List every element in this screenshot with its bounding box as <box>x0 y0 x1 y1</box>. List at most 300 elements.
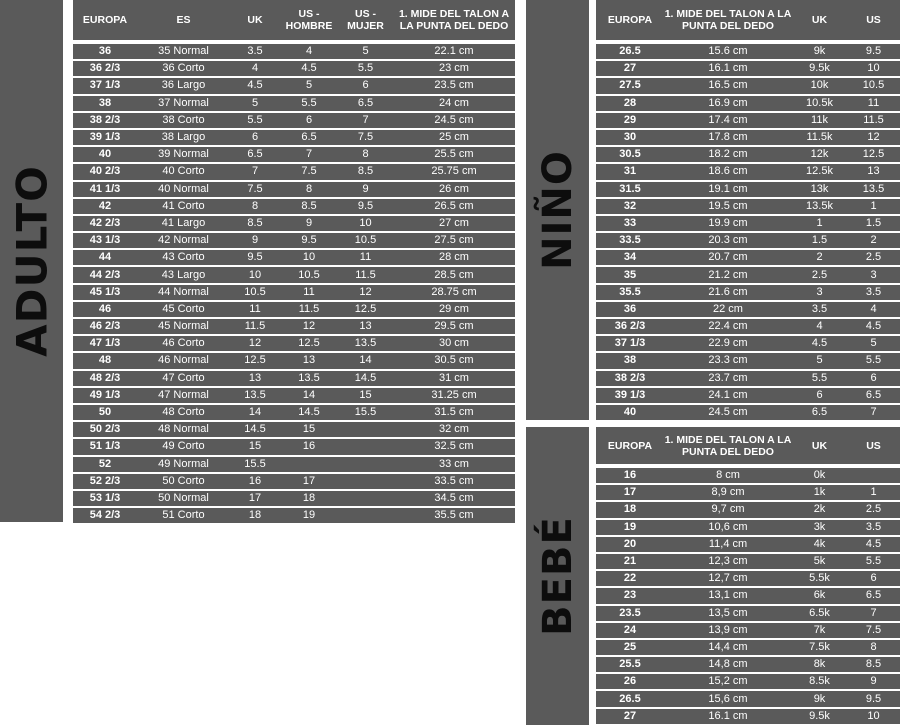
adult-cell-europa: 36 2/3 <box>89 62 121 75</box>
adult-cell-measure: 29.5 cm <box>434 320 474 333</box>
kids-cell-europa: 36 2/3 <box>614 320 646 333</box>
adult-cell-us-mujer: 5 <box>362 45 369 58</box>
kids-table-row <box>596 250 900 265</box>
adult-cell-uk: 5 <box>251 96 259 109</box>
baby-cell-uk: 0k <box>813 469 826 482</box>
adult-cell-us-hombre: 6.5 <box>301 131 317 144</box>
adult-cell-es: 41 Largo <box>161 216 206 229</box>
kids-cell-us: 9.5 <box>865 45 882 58</box>
adult-cell-measure: 35.5 cm <box>434 509 474 522</box>
baby-cell-us: 7.5 <box>865 623 882 636</box>
kids-cell-us: 10.5 <box>862 79 885 92</box>
kids-cell-uk: 2 <box>816 251 823 264</box>
kids-cell-uk: 5 <box>816 354 823 367</box>
kids-cell-measure: 16.1 cm <box>708 62 748 75</box>
adult-cell-us-hombre: 14.5 <box>298 406 320 419</box>
adult-cell-measure: 32 cm <box>439 423 469 436</box>
kids-cell-europa: 31.5 <box>619 182 641 195</box>
adult-cell-us-hombre: 18 <box>302 491 316 504</box>
kids-cell-us: 2.5 <box>865 251 882 264</box>
adult-cell-us-hombre: 5.5 <box>301 96 317 109</box>
kids-cell-measure: 16.5 cm <box>708 79 748 92</box>
kids-cell-uk: 3 <box>816 285 823 298</box>
adult-cell-es: 38 Largo <box>161 131 206 144</box>
adult-cell-uk: 6 <box>251 131 259 144</box>
baby-table-row <box>596 640 900 655</box>
adult-table-row <box>73 233 515 248</box>
adult-cell-measure: 24.5 cm <box>434 113 474 126</box>
adult-cell-us-mujer: 14.5 <box>354 371 377 384</box>
baby-cell-us: 8.5 <box>865 658 882 671</box>
baby-cell-uk: 9k <box>813 692 826 705</box>
kids-cell-europa: 30.5 <box>619 148 641 161</box>
baby-header-us: US <box>866 439 881 452</box>
baby-header-europa: EUROPA <box>607 439 653 452</box>
kids-cell-europa: 31 <box>623 165 637 178</box>
kids-table-row <box>596 164 900 179</box>
baby-cell-europa: 25.5 <box>619 658 641 671</box>
adult-cell-es: 42 Normal <box>158 234 209 247</box>
adult-cell-measure: 30.5 cm <box>434 354 474 367</box>
baby-cell-uk: 6k <box>813 589 826 602</box>
baby-cell-us: 6 <box>870 572 877 585</box>
kids-cell-uk: 10k <box>810 79 829 92</box>
kids-cell-uk: 13.5k <box>806 199 833 212</box>
kids-cell-us: 5.5 <box>865 354 882 367</box>
adult-table-row <box>73 199 515 214</box>
adult-cell-europa: 41 1/3 <box>89 182 121 195</box>
kids-cell-uk: 5.5 <box>811 371 828 384</box>
adult-table-row <box>73 405 515 420</box>
baby-cell-europa: 16 <box>623 469 637 482</box>
adult-cell-measure: 27 cm <box>439 216 469 229</box>
kids-cell-europa: 37 1/3 <box>614 337 646 350</box>
adult-cell-us-mujer: 15 <box>359 388 372 401</box>
kids-cell-europa: 32 <box>623 199 637 212</box>
adult-cell-europa: 51 1/3 <box>89 440 121 453</box>
baby-cell-europa: 21 <box>623 555 637 568</box>
kids-table-row <box>596 147 900 162</box>
kids-cell-measure: 17.8 cm <box>708 131 748 144</box>
adult-cell-es: 41 Corto <box>162 199 205 212</box>
adult-cell-uk: 10.5 <box>244 285 266 298</box>
adult-cell-us-mujer: 12.5 <box>354 302 377 315</box>
adult-cell-us-mujer: 11 <box>359 251 372 264</box>
kids-cell-uk: 10.5k <box>806 96 833 109</box>
adult-cell-us-mujer: 15.5 <box>354 406 377 419</box>
adult-cell-us-hombre: 10.5 <box>298 268 320 281</box>
kids-cell-us: 11 <box>867 96 880 109</box>
kids-cell-measure: 22.9 cm <box>708 337 748 350</box>
adult-cell-uk: 16 <box>248 474 262 487</box>
adult-cell-us-mujer: 10 <box>359 216 372 229</box>
adult-cell-us-hombre: 15 <box>302 423 316 436</box>
kids-section-label: NIÑO <box>534 150 581 270</box>
kids-table-row <box>596 96 900 111</box>
adult-cell-us-mujer: 5.5 <box>357 62 374 75</box>
kids-table-row <box>596 130 900 145</box>
kids-table-row <box>596 353 900 368</box>
adult-cell-uk: 8.5 <box>247 216 263 229</box>
kids-cell-us: 3.5 <box>865 285 882 298</box>
adult-cell-uk: 12.5 <box>244 354 266 367</box>
kids-cell-uk: 1.5 <box>811 234 828 247</box>
kids-cell-us: 6 <box>870 371 877 384</box>
kids-cell-measure: 24.1 cm <box>708 388 748 401</box>
adult-cell-us-hombre: 13 <box>302 354 316 367</box>
kids-cell-uk: 1 <box>816 216 823 229</box>
baby-cell-us: 3.5 <box>865 520 882 533</box>
kids-cell-uk: 6 <box>816 388 823 401</box>
kids-table-row <box>596 267 900 282</box>
baby-table-row <box>596 606 900 621</box>
kids-cell-measure: 21.6 cm <box>708 285 748 298</box>
adult-cell-europa: 44 <box>98 251 112 264</box>
adult-cell-measure: 29 cm <box>439 302 469 315</box>
baby-table-row <box>596 537 900 552</box>
baby-cell-measure: 13,1 cm <box>708 589 748 602</box>
adult-cell-uk: 15 <box>248 440 262 453</box>
adult-cell-es: 45 Corto <box>162 302 205 315</box>
kids-table-row <box>596 216 900 231</box>
baby-table-header <box>596 427 900 464</box>
kids-cell-europa: 33 <box>623 216 637 229</box>
kids-cell-europa: 34 <box>623 251 637 264</box>
kids-cell-europa: 27 <box>623 62 637 75</box>
adult-cell-uk: 13.5 <box>244 388 266 401</box>
adult-header-es: ES <box>176 14 191 26</box>
adult-cell-europa: 43 1/3 <box>89 234 121 247</box>
adult-header-uk: UK <box>247 14 263 26</box>
adult-cell-uk: 7.5 <box>247 182 263 195</box>
adult-cell-measure: 28 cm <box>439 251 469 264</box>
baby-header-uk: UK <box>811 439 828 452</box>
baby-cell-uk: 9.5k <box>809 709 830 722</box>
kids-cell-uk: 11.5k <box>806 131 833 144</box>
kids-table-row <box>596 405 900 420</box>
baby-cell-measure: 11,4 cm <box>708 537 748 550</box>
baby-header-measure: 1. MIDE DEL TALON A LA PUNTA DEL DEDO <box>664 433 792 458</box>
adult-cell-us-hombre: 9.5 <box>301 234 317 247</box>
baby-cell-europa: 17 <box>623 486 637 499</box>
adult-table-row <box>73 130 515 145</box>
adult-table-row <box>73 61 515 76</box>
baby-cell-us: 10 <box>867 709 880 722</box>
kids-cell-uk: 9k <box>813 45 826 58</box>
baby-cell-europa: 24 <box>623 623 637 636</box>
kids-cell-measure: 23.7 cm <box>708 371 748 384</box>
baby-cell-measure: 9,7 cm <box>711 503 745 516</box>
kids-cell-measure: 19.5 cm <box>708 199 748 212</box>
baby-cell-us: 7 <box>870 606 877 619</box>
adult-cell-us-hombre: 7.5 <box>301 165 317 178</box>
baby-table-row <box>596 468 900 483</box>
kids-cell-europa: 36 <box>623 302 637 315</box>
kids-cell-us: 13 <box>867 165 880 178</box>
adult-table-row <box>73 96 515 111</box>
kids-table-row <box>596 199 900 214</box>
kids-cell-us: 6.5 <box>865 388 882 401</box>
baby-cell-measure: 12,3 cm <box>708 555 748 568</box>
adult-cell-europa: 40 2/3 <box>89 165 121 178</box>
adult-table-row <box>73 388 515 403</box>
kids-cell-us: 4 <box>870 302 877 315</box>
baby-cell-measure: 15,2 cm <box>708 675 748 688</box>
adult-cell-es: 37 Normal <box>158 96 209 109</box>
adult-table-row <box>73 336 515 351</box>
adult-table-row <box>73 439 515 454</box>
adult-cell-uk: 18 <box>248 509 262 522</box>
kids-cell-measure: 22.4 cm <box>708 320 748 333</box>
adult-table-row <box>73 44 515 59</box>
kids-cell-uk: 4.5 <box>811 337 828 350</box>
adult-cell-measure: 28.5 cm <box>434 268 474 281</box>
adult-cell-us-hombre: 4.5 <box>301 62 317 75</box>
adult-header-us-hombre: US - HOMBRE <box>285 8 333 32</box>
adult-cell-uk: 6.5 <box>247 148 263 161</box>
kids-cell-europa: 26.5 <box>619 45 641 58</box>
adult-cell-es: 47 Corto <box>162 371 205 384</box>
adult-cell-es: 46 Corto <box>162 337 205 350</box>
adult-cell-europa: 53 1/3 <box>89 491 121 504</box>
adult-cell-measure: 28.75 cm <box>431 285 477 298</box>
baby-cell-europa: 18 <box>623 503 637 516</box>
adult-table-row <box>73 164 515 179</box>
adult-cell-us-hombre: 12 <box>302 320 316 333</box>
adult-cell-us-mujer <box>338 474 393 489</box>
baby-cell-europa: 25 <box>623 640 637 653</box>
adult-cell-es: 47 Normal <box>158 388 209 401</box>
kids-cell-us: 5 <box>870 337 877 350</box>
adult-cell-us-hombre: 13.5 <box>298 371 320 384</box>
adult-cell-europa: 50 2/3 <box>89 423 121 436</box>
adult-cell-uk: 4.5 <box>247 79 263 92</box>
adult-cell-us-mujer: 6 <box>362 79 369 92</box>
adult-cell-us-hombre <box>280 457 338 472</box>
baby-table-row <box>596 657 900 672</box>
adult-cell-measure: 25.75 cm <box>431 165 477 178</box>
adult-header-us-mujer: US - MUJER <box>347 8 384 32</box>
baby-cell-measure: 12,7 cm <box>708 572 748 585</box>
baby-cell-us: 5.5 <box>865 555 882 568</box>
adult-cell-measure: 30 cm <box>439 337 469 350</box>
baby-side-panel <box>526 427 589 725</box>
adult-cell-europa: 40 <box>98 148 112 161</box>
adult-cell-europa: 46 <box>98 302 112 315</box>
kids-cell-us: 11.5 <box>863 113 884 126</box>
kids-table-row <box>596 371 900 386</box>
baby-cell-uk: 7.5k <box>809 640 830 653</box>
baby-cell-measure: 14,8 cm <box>708 658 748 671</box>
kids-cell-measure: 18.2 cm <box>708 148 748 161</box>
adult-cell-us-hombre: 12.5 <box>298 337 320 350</box>
adult-table-row <box>73 182 515 197</box>
adult-cell-europa: 45 1/3 <box>89 285 121 298</box>
adult-cell-us-mujer <box>338 457 393 472</box>
adult-cell-uk: 12 <box>248 337 262 350</box>
baby-cell-measure: 14,4 cm <box>708 640 748 653</box>
baby-table-row <box>596 520 900 535</box>
adult-cell-europa: 46 2/3 <box>89 320 121 333</box>
kids-cell-us: 2 <box>870 234 877 247</box>
adult-cell-europa: 38 2/3 <box>89 113 121 126</box>
adult-cell-es: 35 Normal <box>158 45 209 58</box>
baby-cell-measure: 15,6 cm <box>708 692 748 705</box>
adult-cell-uk: 13 <box>248 371 262 384</box>
kids-cell-measure: 22 cm <box>713 302 743 315</box>
adult-cell-es: 44 Normal <box>158 285 209 298</box>
kids-table-row <box>596 44 900 59</box>
adult-cell-us-mujer: 11.5 <box>355 268 376 281</box>
adult-cell-us-hombre: 9 <box>305 216 313 229</box>
adult-cell-us-hombre: 11 <box>303 285 315 298</box>
adult-cell-europa: 52 2/3 <box>89 474 121 487</box>
adult-cell-es: 40 Corto <box>162 165 205 178</box>
adult-cell-us-hombre: 8.5 <box>301 199 317 212</box>
kids-cell-measure: 16.9 cm <box>708 96 748 109</box>
baby-table-row <box>596 588 900 603</box>
adult-cell-uk: 11 <box>249 302 261 315</box>
adult-table-row <box>73 267 515 282</box>
baby-section-label: BEBÉ <box>534 516 581 636</box>
baby-table-row <box>596 554 900 569</box>
adult-table-row <box>73 216 515 231</box>
baby-cell-europa: 23 <box>623 589 637 602</box>
kids-table-row <box>596 182 900 197</box>
adult-header-measure: 1. MIDE DEL TALON A LA PUNTA DEL DEDO <box>398 8 510 32</box>
baby-table-row <box>596 571 900 586</box>
adult-table-row <box>73 250 515 265</box>
baby-cell-us: 8 <box>870 640 877 653</box>
adult-cell-europa: 52 <box>98 457 112 470</box>
adult-cell-europa: 49 1/3 <box>89 388 121 401</box>
adult-table-row <box>73 474 515 489</box>
adult-cell-es: 40 Normal <box>158 182 209 195</box>
adult-cell-measure: 25.5 cm <box>434 148 474 161</box>
adult-cell-europa: 50 <box>98 406 112 419</box>
adult-cell-uk: 17 <box>248 491 262 504</box>
baby-cell-europa: 20 <box>623 537 637 550</box>
adult-cell-us-hombre: 16 <box>302 440 316 453</box>
adult-cell-us-mujer: 8 <box>362 148 369 161</box>
adult-cell-measure: 33 cm <box>439 457 469 470</box>
adult-table-row <box>73 319 515 334</box>
baby-cell-us: 4.5 <box>865 537 882 550</box>
adult-cell-es: 45 Normal <box>158 320 209 333</box>
kids-cell-us: 10 <box>867 62 880 75</box>
kids-cell-measure: 18.6 cm <box>708 165 748 178</box>
baby-cell-europa: 19 <box>623 520 637 533</box>
kids-cell-measure: 15.6 cm <box>708 45 748 58</box>
adult-header-europa: EUROPA <box>82 14 128 26</box>
adult-table-row <box>73 147 515 162</box>
baby-cell-uk: 4k <box>813 537 826 550</box>
baby-cell-measure: 10,6 cm <box>708 520 748 533</box>
adult-cell-us-mujer: 6.5 <box>357 96 374 109</box>
baby-cell-us: 9.5 <box>865 692 882 705</box>
adult-cell-us-mujer: 12 <box>359 285 372 298</box>
baby-cell-uk: 6.5k <box>809 606 830 619</box>
baby-cell-uk: 2k <box>813 503 826 516</box>
kids-table-row <box>596 319 900 334</box>
adult-cell-measure: 22.1 cm <box>434 45 474 58</box>
adult-cell-europa: 37 1/3 <box>89 79 121 92</box>
baby-cell-europa: 27 <box>623 709 637 722</box>
baby-size-table <box>596 427 900 725</box>
adult-cell-uk: 9.5 <box>247 251 263 264</box>
baby-cell-measure: 8 cm <box>716 469 740 482</box>
baby-cell-us <box>847 468 900 483</box>
kids-cell-measure: 19.1 cm <box>708 182 748 195</box>
kids-cell-us: 12.5 <box>862 148 885 161</box>
kids-table-row <box>596 233 900 248</box>
kids-cell-us: 1 <box>870 199 877 212</box>
adult-cell-es: 48 Corto <box>162 406 205 419</box>
adult-cell-es: 49 Normal <box>158 457 209 470</box>
kids-cell-uk: 11k <box>811 113 828 126</box>
kids-cell-europa: 38 2/3 <box>614 371 646 384</box>
baby-table-row <box>596 674 900 689</box>
adult-cell-uk: 15.5 <box>244 457 266 470</box>
adult-cell-uk: 4 <box>251 62 259 75</box>
kids-cell-uk: 13k <box>810 182 829 195</box>
baby-table-body <box>596 468 900 726</box>
adult-cell-europa: 39 1/3 <box>89 131 121 144</box>
adult-cell-us-mujer: 13.5 <box>354 337 377 350</box>
adult-cell-es: 43 Largo <box>161 268 206 281</box>
kids-cell-us: 12 <box>867 131 880 144</box>
baby-cell-us: 1 <box>870 486 877 499</box>
adult-cell-us-mujer: 13 <box>359 320 372 333</box>
kids-cell-measure: 23.3 cm <box>708 354 748 367</box>
adult-cell-europa: 38 <box>98 96 112 109</box>
adult-cell-uk: 7 <box>251 165 259 178</box>
kids-table-row <box>596 302 900 317</box>
adult-cell-measure: 33.5 cm <box>434 474 474 487</box>
baby-cell-us: 2.5 <box>865 503 882 516</box>
baby-cell-measure: 8,9 cm <box>711 486 745 499</box>
adult-cell-us-mujer: 7 <box>362 113 369 126</box>
kids-cell-measure: 17.4 cm <box>708 113 748 126</box>
kids-cell-europa: 33.5 <box>619 234 641 247</box>
kids-size-table <box>596 0 900 420</box>
kids-table-header <box>596 0 900 40</box>
kids-cell-europa: 35.5 <box>619 285 641 298</box>
adult-cell-measure: 31 cm <box>439 371 469 384</box>
kids-cell-us: 7 <box>870 406 877 419</box>
kids-table-row <box>596 388 900 403</box>
kids-cell-measure: 19.9 cm <box>708 216 748 229</box>
baby-cell-us: 6.5 <box>865 589 882 602</box>
kids-header-uk: UK <box>811 14 828 26</box>
adult-side-panel <box>0 0 63 522</box>
adult-cell-measure: 32.5 cm <box>434 440 474 453</box>
adult-cell-measure: 31.25 cm <box>431 388 477 401</box>
baby-cell-uk: 7k <box>813 623 826 636</box>
kids-header-measure: 1. MIDE DEL TALON A LA PUNTA DEL DEDO <box>664 8 792 32</box>
adult-cell-uk: 9 <box>251 234 259 247</box>
adult-cell-us-hombre: 17 <box>302 474 316 487</box>
kids-cell-measure: 20.7 cm <box>708 251 748 264</box>
adult-cell-es: 39 Normal <box>158 148 209 161</box>
adult-cell-es: 51 Corto <box>162 509 205 522</box>
baby-cell-measure: 13,5 cm <box>708 606 748 619</box>
adult-cell-measure: 27.5 cm <box>434 234 474 247</box>
adult-table-row <box>73 491 515 506</box>
adult-table-row <box>73 422 515 437</box>
adult-cell-europa: 48 2/3 <box>89 371 121 384</box>
adult-table-row <box>73 78 515 93</box>
